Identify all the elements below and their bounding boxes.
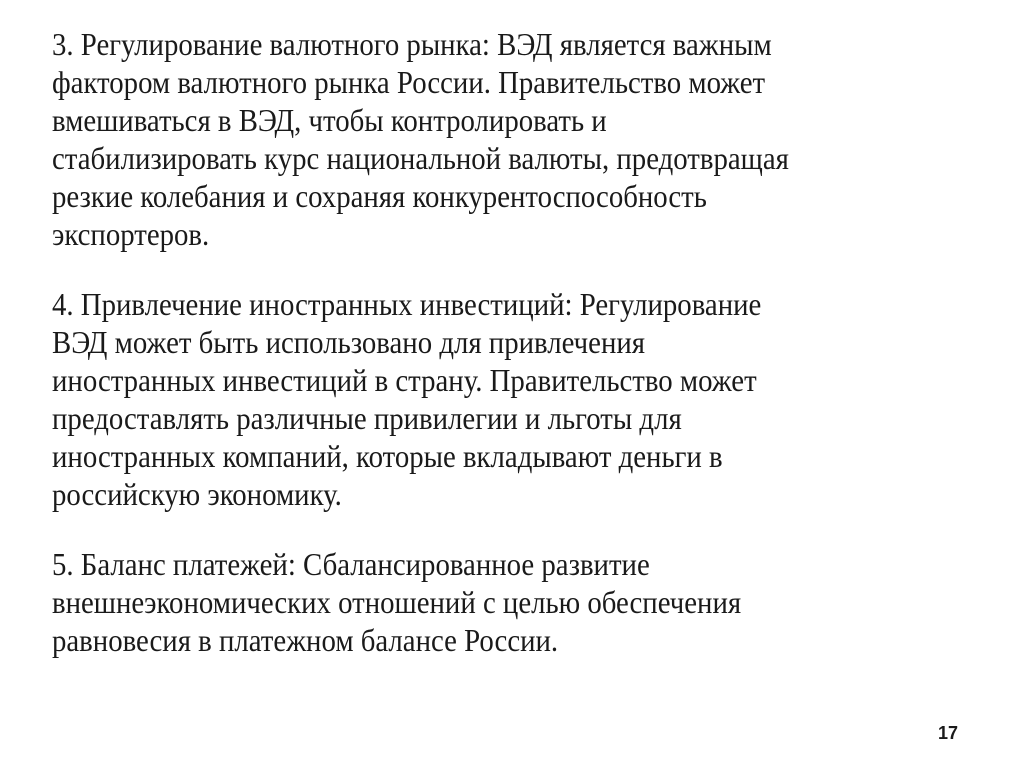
paragraph-4-line-5: иностранных компаний, которые вкладывают деньги в <box>52 438 723 474</box>
paragraph-5-line-3: равновесия в платежном балансе России. <box>52 622 559 658</box>
paragraph-4-line-6: российскую экономику. <box>52 476 342 512</box>
paragraph-4-line-2: ВЭД может быть использовано для привлечения <box>52 324 646 360</box>
paragraph-3-line-2: фактором валютного рынка России. Правительство может <box>52 64 766 100</box>
paragraph-3-line-6: экспортеров. <box>52 216 210 252</box>
page-number: 17 <box>938 723 959 743</box>
paragraph-3-line-5: резкие колебания и сохраняя конкурентоспособность <box>52 178 707 214</box>
paragraph-3-line-3: вмешиваться в ВЭД, чтобы контролировать и <box>52 102 607 138</box>
paragraph-5-line-2: внешнеэкономических отношений с целью обеспечения <box>52 584 742 620</box>
paragraph-3-line-4: стабилизировать курс национальной валюты, предотвращая <box>52 140 789 176</box>
paragraph-5-line-1: 5. Баланс платежей: Сбалансированное развитие <box>52 546 650 582</box>
paragraph-4-line-4: предоставлять различные привилегии и льготы для <box>52 400 682 436</box>
paragraph-4-line-3: иностранных инвестиций в страну. Правительство может <box>52 362 757 398</box>
paragraph-4-line-1: 4. Привлечение иностранных инвестиций: Регулирование <box>52 286 762 322</box>
paragraph-3-line-1: 3. Регулирование валютного рынка: ВЭД является важным <box>52 26 772 62</box>
